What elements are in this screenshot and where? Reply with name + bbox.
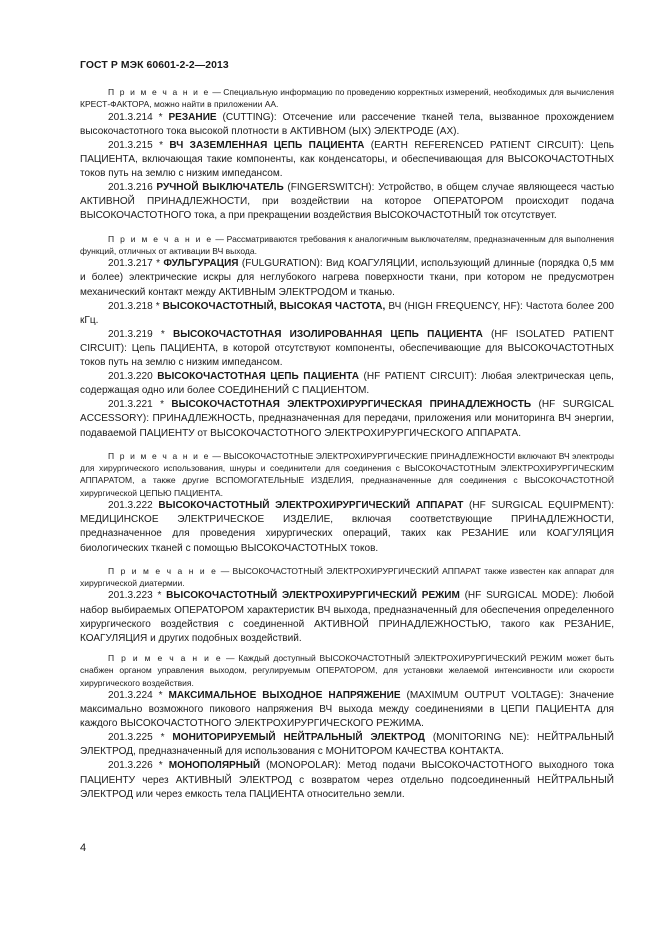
note-label: П р и м е ч а н и е xyxy=(108,565,218,576)
definition-text: (FINGERSWITCH): Устройство, в общем случае являющееся частью АКТИВНОЙ ПРИНАДЛЕЖНОСТИ, при воздействии на которое ОПЕРАТОРОМ происходит подача ВЫСОКОЧАСТОТНОГО тока, а при прекращении воздействия ВЫСОКОЧАСТОТНЫЙ ток отсутствует. xyxy=(80,182,614,222)
page-header: ГОСТ Р МЭК 60601-2-2—2013 xyxy=(80,60,229,71)
note-paragraph xyxy=(80,450,614,500)
definition-number: 201.3.220 xyxy=(108,371,158,383)
definition-text: ВЧ (HIGH FREQUENCY, HF): Частота более 200 кГц. xyxy=(80,300,614,326)
definition-number: 201.3.219 * xyxy=(108,328,173,340)
definition-text: (FULGURATION): Вид КОАГУЛЯЦИИ, использующий длинные (порядка 0,5 мм и более) электрические искры для неглубокого нагрева поверхности ткани, при котором не предусмотрен механический контакт между АКТИВНЫМ ЭЛЕКТРОДОМ и тканью. xyxy=(80,258,614,298)
definition-201-3-221 xyxy=(80,398,614,440)
definition-text: (HF ISOLATED PATIENT CIRCUIT): Цепь ПАЦИЕНТА, в которой отсутствуют компоненты, обеспечивающие для ВЫСОКОЧАСТОТНЫХ токов путь на землю с низким импедансом. xyxy=(80,328,614,369)
note-paragraph xyxy=(80,233,614,258)
definition-number: 201.3.224 * xyxy=(108,690,169,701)
definition-text: (HF SURGICAL MODE): Любой набор выбираемых ОПЕРАТОРОМ характеристик ВЧ выхода, предназначенный для обеспечения определенного хирургического воздействия с соединенной АКТИВНОЙ ПРИНАДЛЕЖНОСТЬЮ, такого как РЕЗАНИЕ, КОАГУЛЯЦИЯ и других подобных воздействий. xyxy=(80,590,614,644)
note-text: — ВЫСОКОЧАСТОТНЫЕ ЭЛЕКТРОХИРУРГИЧЕСКИЕ ПРИНАДЛЕЖНОСТИ включают ВЧ электроды для хирургического использования, шнуры и соединители для соединения с ВЫСОКОЧАСТОТНЫМ ЭЛЕКТРОХИРУРГИЧЕСКИМ АППАРАТОМ, а также другие ВСПОМОГАТЕЛЬНЫЕ ИЗДЕЛИЯ, предназначенные для соединения с ВЫСОКОЧАСТОТНОЙ хирургической ЦЕПЬЮ ПАЦИЕНТА. xyxy=(80,450,615,498)
definition-201-3-216 xyxy=(80,181,614,223)
definition-term: ВЧ ЗАЗЕМЛЕННАЯ ЦЕПЬ ПАЦИЕНТА xyxy=(169,140,365,151)
note-paragraph xyxy=(80,652,614,689)
definition-term: ВЫСОКОЧАСТОТНЫЙ ЭЛЕКТРОХИРУРГИЧЕСКИЙ АППАРАТ xyxy=(158,500,464,512)
note-label: П р и м е ч а н и е xyxy=(108,652,223,663)
note-label: П р и м е ч а н и е xyxy=(108,233,213,244)
definition-term: ВЫСОКОЧАСТОТНЫЙ, ВЫСОКАЯ ЧАСТОТА, xyxy=(162,300,386,312)
definition-201-3-223 xyxy=(80,589,614,645)
definition-201-3-220 xyxy=(80,370,614,398)
definition-201-3-218 xyxy=(80,300,614,328)
definition-number: 201.3.216 xyxy=(108,182,157,194)
note-paragraph xyxy=(80,86,614,111)
note-text: — Рассматриваются требования к аналогичным выключателям, предназначенным для выполнения функций, отличных от активации ВЧ выхода. xyxy=(80,233,614,256)
definition-text: (EARTH REFERENCED PATIENT CIRCUIT): Цепь ПАЦИЕНТА, включающая такие компоненты, как конденсаторы, и обеспечивающая для ВЫСОКОЧАСТОТНЫХ токов путь на землю с низким импедансом. xyxy=(80,140,614,180)
definition-text: (MONOPOLAR): Метод подачи ВЫСОКОЧАСТОТНОГО выходного тока ПАЦИЕНТУ через АКТИВНЫЙ ЭЛЕКТРОД с возвратом через отдельно подсоединенный НЕЙТРАЛЬНЫЙ ЭЛЕКТРОД или через емкость тела ПАЦИЕНТА относительно земли. xyxy=(80,760,614,800)
definition-201-3-226 xyxy=(80,759,614,801)
definition-number: 201.3.218 * xyxy=(108,300,163,312)
page-number: 4 xyxy=(80,842,87,854)
definition-number: 201.3.221 * xyxy=(108,399,172,411)
definition-term: ВЫСОКОЧАСТОТНАЯ ЭЛЕКТРОХИРУРГИЧЕСКАЯ ПРИНАДЛЕЖНОСТЬ xyxy=(171,399,532,411)
definition-201-3-215 xyxy=(80,139,614,181)
definition-term: ВЫСОКОЧАСТОТНАЯ ИЗОЛИРОВАННАЯ ЦЕПЬ ПАЦИЕНТА xyxy=(172,328,483,340)
definition-number: 201.3.226 * xyxy=(108,760,169,772)
definition-text: (HF PATIENT CIRCUIT): Любая электрическая цепь, содержащая одно или более СОЕДИНЕНИЙ С ПАЦИЕНТОМ. xyxy=(80,371,614,397)
note-text: — ВЫСОКОЧАСТОТНЫЙ ЭЛЕКТРОХИРУРГИЧЕСКИЙ АППАРАТ также известен как аппарат для хирургической диатермии. xyxy=(80,565,614,588)
definition-number: 201.3.223 * xyxy=(108,590,167,602)
definition-number: 201.3.217 * xyxy=(108,258,164,270)
definition-term: МОНИТОРИРУЕМЫЙ НЕЙТРАЛЬНЫЙ ЭЛЕКТРОД xyxy=(172,732,425,744)
note-label: П р и м е ч а н и е xyxy=(108,87,210,97)
note-text: — Специальную информацию по проведению корректных измерений, необходимых для вычисления КРЕСТ-ФАКТОРА, можно найти в приложении АА. xyxy=(80,87,614,110)
definition-term: РЕЗАНИЕ xyxy=(168,111,217,123)
definition-201-3-217 xyxy=(80,257,614,299)
note-label: П р и м е ч а н и е xyxy=(108,450,210,461)
definition-text: (CUTTING): Отсечение или рассечение тканей тела, вызванное прохождением высокочастотного тока высокой плотности в АКТИВНОМ (ЫХ) ЭЛЕКТРОДЕ (АХ). xyxy=(80,111,614,137)
definition-text: (MAXIMUM OUTPUT VOLTAGE): Значение максимально возможного пикового напряжения ВЧ выхода между соединениями в ЦЕПИ ПАЦИЕНТА для каждого ВЫСОКОЧАСТОТНОГО ЭЛЕКТРОХИРУРГИЧЕСКОГО РЕЖИМА. xyxy=(80,690,614,730)
definition-number: 201.3.225 * xyxy=(108,732,173,744)
definition-number: 201.3.214 * xyxy=(108,111,169,123)
definition-201-3-224 xyxy=(80,689,614,731)
definition-term: МОНОПОЛЯРНЫЙ xyxy=(168,760,261,772)
definition-201-3-222 xyxy=(80,499,614,555)
note-text: — Каждый доступный ВЫСОКОЧАСТОТНЫЙ ЭЛЕКТРОХИРУРГИЧЕСКИЙ РЕЖИМ может быть снабжен органом управления выходом, регулируемым ОПЕРАТОРОМ, для установки желаемой интенсивности или скорости хирургического воздействия. xyxy=(80,652,614,688)
definition-term: ВЫСОКОЧАСТОТНЫЙ ЭЛЕКТРОХИРУРГИЧЕСКИЙ РЕЖИМ xyxy=(166,590,460,602)
note-paragraph xyxy=(80,565,614,590)
definition-term: ФУЛЬГУРАЦИЯ xyxy=(163,258,239,270)
definition-term: ВЫСОКОЧАСТОТНАЯ ЦЕПЬ ПАЦИЕНТА xyxy=(157,371,359,383)
document-body xyxy=(80,86,614,802)
definition-201-3-225 xyxy=(80,731,614,759)
definition-201-3-214 xyxy=(80,111,614,139)
definition-text: (HF SURGICAL EQUIPMENT): МЕДИЦИНСКОЕ ЭЛЕКТРИЧЕСКОЕ ИЗДЕЛИЕ, включая соответствующие ПРИНАДЛЕЖНОСТИ, предназначенное для проведения хирургических операций, таких как РЕЗАНИЕ или КОАГУЛЯЦИЯ биологических тканей с помощью ВЫСОКОЧАСТОТНЫХ токов. xyxy=(80,500,614,554)
definition-term: МАКСИМАЛЬНОЕ ВЫХОДНОЕ НАПРЯЖЕНИЕ xyxy=(168,690,401,701)
definition-text: (MONITORING NE): НЕЙТРАЛЬНЫЙ ЭЛЕКТРОД, предназначенный для использования с МОНИТОРОМ КАЧЕСТВА КОНТАКТА. xyxy=(80,732,614,758)
definition-201-3-219 xyxy=(80,328,614,370)
definition-term: РУЧНОЙ ВЫКЛЮЧАТЕЛЬ xyxy=(156,182,284,194)
definition-text: (HF SURGICAL ACCESSORY): ПРИНАДЛЕЖНОСТЬ, предназначенная для передачи, приложения или мониторинга ВЧ энергии, подаваемой ПАЦИЕНТУ от ВЫСОКОЧАСТОТНОГО ЭЛЕКТРОХИРУРГИЧЕСКОГО АППАРАТА. xyxy=(80,399,614,439)
definition-number: 201.3.215 * xyxy=(108,140,170,151)
definition-number: 201.3.222 xyxy=(108,500,159,512)
